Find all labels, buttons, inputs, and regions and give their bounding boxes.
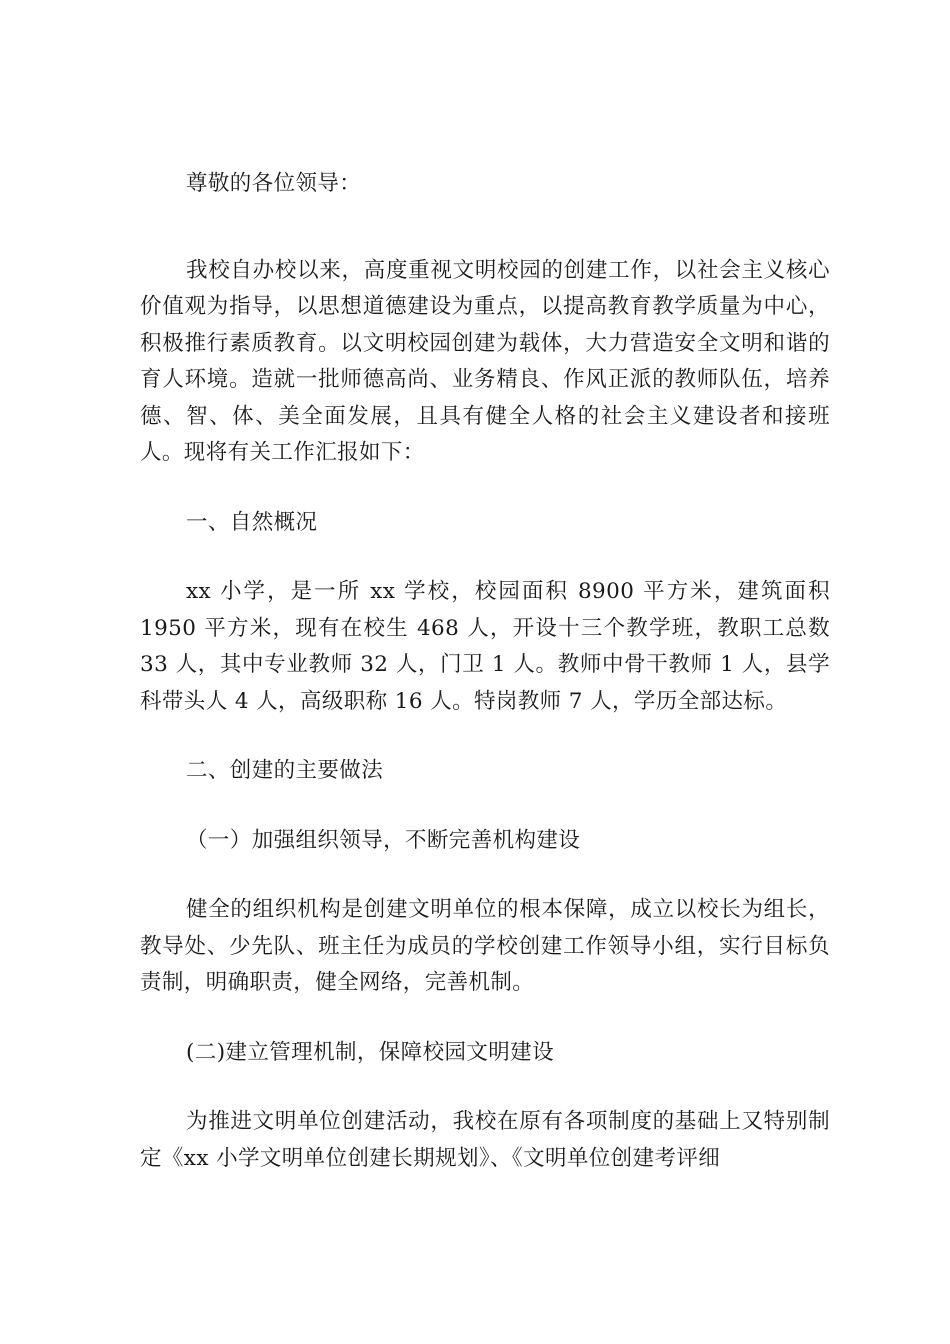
intro-paragraph: 我校自办校以来，高度重视文明校园的创建工作，以社会主义核心价值观为指导，以思想道德建设为重点，以提高教育教学质量为中心，积极推行素质教育。以文明校园创建为载体，大力营造安全文明和谐的育人环境。造就一批师德高尚、业务精良、作风正派的教师队伍，培养德、智、体、美全面发展，且具有健全人格的社会主义建设者和接班人。现将有关工作汇报如下： xyxy=(140,257,830,465)
subsection-2-heading: (二)建立管理机制，保障校园文明建设 xyxy=(186,1039,554,1065)
document-page xyxy=(140,166,830,1177)
subsection-1-heading: （一）加强组织领导，不断完善机构建设 xyxy=(186,827,581,853)
salutation: 尊敬的各位领导： xyxy=(186,171,362,196)
section-1-heading: 一、自然概况 xyxy=(186,509,318,535)
subsection-2-body: 为推进文明单位创建活动，我校在原有各项制度的基础上又特别制定《xx 小学文明单位创建长期规划》、《文明单位创建考评细 xyxy=(140,1109,830,1171)
section-2-heading: 二、创建的主要做法 xyxy=(186,758,384,783)
subsection-1-body: 健全的组织机构是创建文明单位的根本保障，成立以校长为组长，教导处、少先队、班主任为成员的学校创建工作领导小组，实行目标负责制，明确职责，健全网络，完善机制。 xyxy=(140,897,830,995)
section-1-body: xx 小学，是一所 xx 学校，校园面积 8900 平方米，建筑面积 1950 平方米，现有在校生 468 人，开设十三个教学班，教职工总数 33 人，其中专业教师 32 人，门卫 1 人。教师中骨干教师 1 人，县学科带头人 4 人，高级职称 16 人。特岗教师 7 人，学历全部达标。 xyxy=(140,579,830,714)
